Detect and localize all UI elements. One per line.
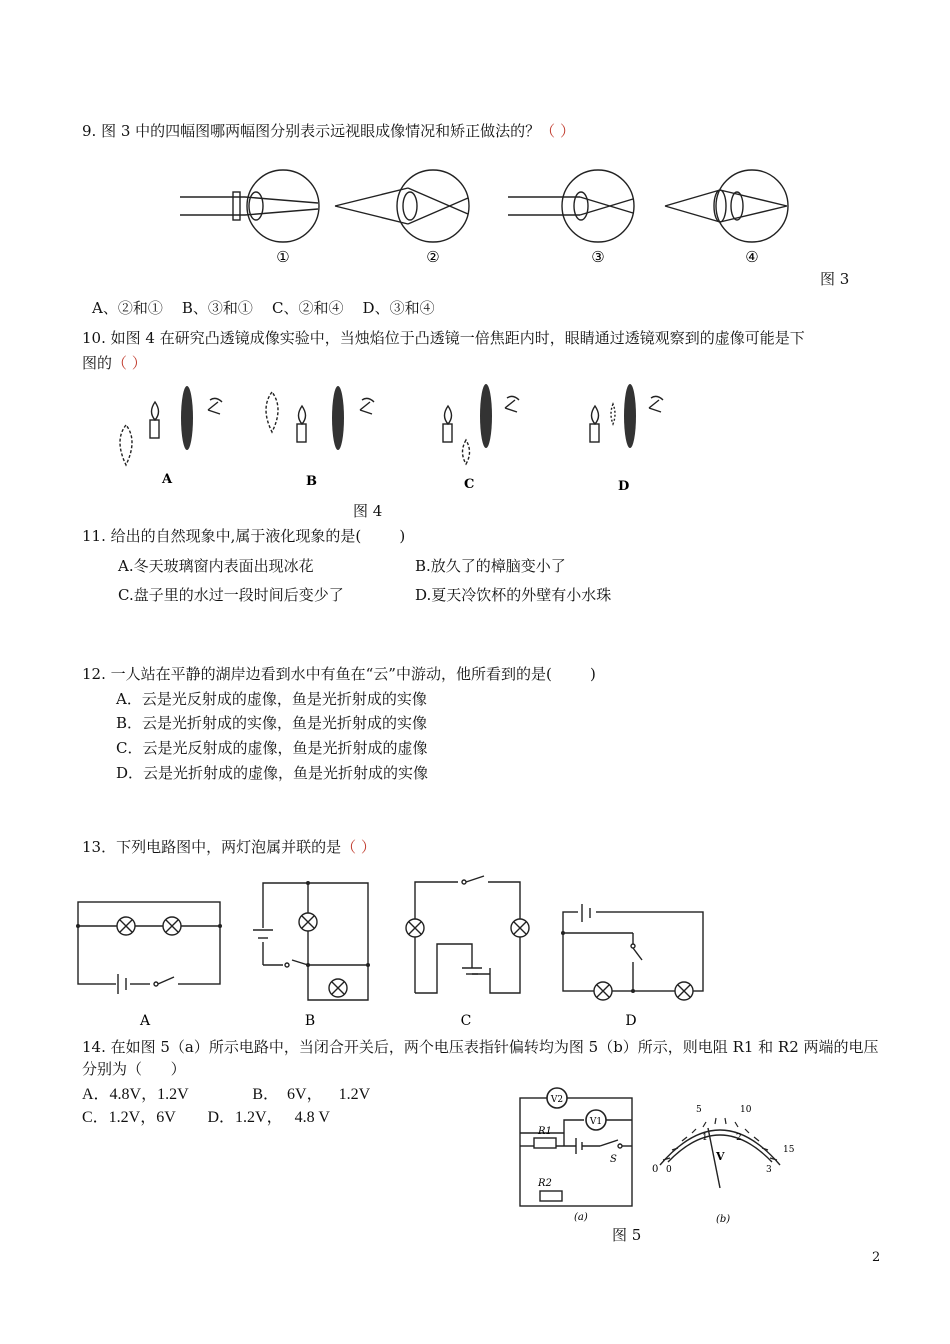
q11-option-c: C.盘子里的水过一段时间后变少了 — [118, 586, 344, 604]
v1-label: V1 — [589, 1117, 603, 1127]
dial-unit: V — [716, 1150, 725, 1163]
q11-option-d: D.夏天冷饮杯的外壁有小水珠 — [415, 586, 612, 604]
dial-top-10: 10 — [740, 1105, 752, 1115]
sub-label-b: (b) — [716, 1214, 731, 1225]
fig3-label-2: ② — [426, 248, 440, 266]
dial-bottom-3: 3 — [766, 1165, 772, 1175]
fig4-label-B: B — [306, 474, 317, 489]
q13-label-D: D — [625, 1013, 637, 1029]
dial-bottom-2: 2 — [736, 1133, 742, 1143]
q11-option-b: B.放久了的樟脑变小了 — [415, 557, 566, 575]
fig3-label-4: ④ — [745, 248, 759, 266]
figure-5a-circuit — [520, 1088, 632, 1223]
sub-label-a: (a) — [574, 1212, 588, 1223]
r1-label: R1 — [538, 1126, 552, 1137]
q10-stem-line2: 图的（ ） — [82, 354, 147, 372]
q9-options: A、②和① B、③和① C、②和④ D、③和④ — [92, 299, 435, 317]
fig3-caption: 图 3 — [820, 270, 850, 288]
q14-options-ab: A．4.8V，1.2V B． 6V， 1.2V — [82, 1086, 371, 1103]
q12-option-a: A．云是光反射成的虚像，鱼是光折射成的实像 — [116, 690, 427, 708]
q13-label-B: B — [304, 1013, 316, 1029]
fig3-label-1: ① — [276, 248, 290, 266]
q13-label-A: A — [139, 1013, 151, 1029]
q14-stem-line2: 分别为（ ） — [82, 1060, 186, 1078]
q11-option-a: A.冬天玻璃窗内表面出现冰花 — [118, 557, 314, 575]
q13-stem: 13．下列电路图中，两灯泡属并联的是（ ） — [82, 838, 376, 856]
dial-bottom-1: 1 — [702, 1133, 708, 1143]
q9-stem: 9. 图 3 中的四幅图哪两幅图分别表示远视眼成像情况和矫正做法的？（ ） — [82, 122, 575, 140]
q12-option-b: B．云是光折射成的实像，鱼是光折射成的实像 — [116, 714, 428, 732]
fig4-label-A: A — [162, 472, 173, 487]
fig3-label-3: ③ — [591, 248, 605, 266]
q14-options-cd: C．1.2V，6V D．1.2V， 4.8 V — [82, 1109, 330, 1126]
q14-stem-line1: 14. 在如图 5（a）所示电路中，当闭合开关后，两个电压表指针偏转均为图 5（b）所示，则电阻 R1 和 R2 两端的电压 — [82, 1038, 879, 1056]
figure-5b-voltmeter-dial — [652, 1105, 795, 1225]
fig4-label-D: D — [618, 479, 630, 494]
q12-option-c: C．云是光反射成的虚像，鱼是光折射成的虚像 — [116, 739, 428, 757]
q12-option-d: D．云是光折射成的虚像，鱼是光折射成的实像 — [116, 764, 429, 782]
dial-outer-zero: 0 — [652, 1164, 659, 1175]
dial-bottom-0: 0 — [666, 1165, 672, 1175]
fig4-caption: 图 4 — [353, 502, 383, 520]
fig4-label-C: C — [464, 477, 475, 492]
q12-stem: 12. 一人站在平静的湖岸边看到水中有鱼在“云”中游动，他所看到的是( ) — [82, 665, 596, 683]
q11-stem: 11. 给出的自然现象中,属于液化现象的是( ) — [82, 527, 406, 545]
page-number: 2 — [872, 1250, 881, 1265]
r2-label: R2 — [538, 1178, 552, 1189]
v2-label: V2 — [550, 1095, 564, 1105]
q13-label-C: C — [460, 1013, 472, 1029]
switch-label: S — [610, 1154, 617, 1165]
dial-top-15: 15 — [783, 1145, 795, 1155]
fig5-caption: 图 5 — [612, 1226, 642, 1244]
q10-stem-line1: 10. 如图 4 在研究凸透镜成像实验中，当烛焰位于凸透镜一倍焦距内时，眼睛通过透镜观察到的虚像可能是下 — [82, 329, 805, 347]
dial-top-5: 5 — [696, 1105, 702, 1115]
